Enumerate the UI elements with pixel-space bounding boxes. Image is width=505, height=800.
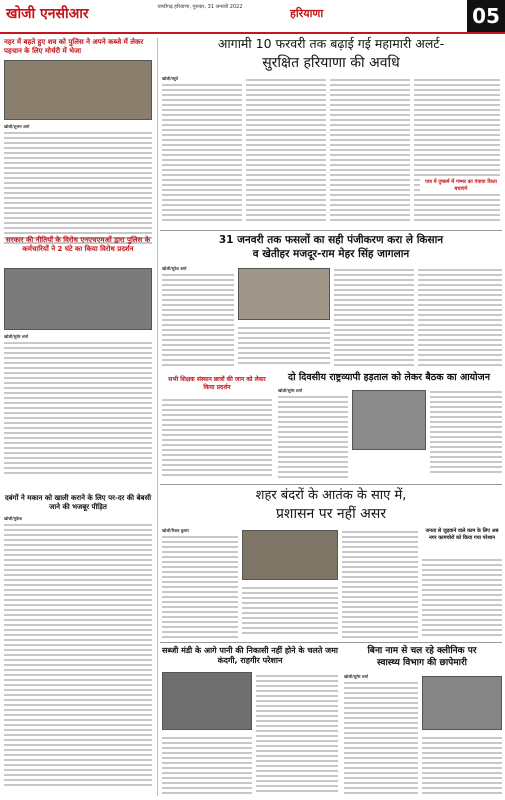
masthead: [0, 0, 505, 34]
story-a-byline: खोजी/सुरेश शर्मा: [162, 266, 187, 271]
story-f-byline: खोजी/सुमेर शर्मा: [344, 674, 369, 679]
newspaper-logo: खोजी एनसीआर: [6, 6, 89, 22]
story-c-body-col1: [278, 388, 348, 480]
lead-byline: खोजी/ब्यूरो: [162, 76, 179, 81]
story-d-headline-line2: प्रशासन पर नहीं असर: [275, 506, 387, 522]
story-c-body-col3: [430, 388, 502, 480]
story-f-headline-line2: स्वास्थ्य विभाग की छापेमारी: [376, 658, 468, 668]
right-box2-body: [422, 556, 502, 640]
story-a-photo: [238, 268, 330, 320]
story-c-photo: [352, 390, 426, 450]
story2-headline: सरकार की नीतियों के विरोध एनएचएमओं द्वारा पुलिस के कर्मचारियों ने 2 घंटे का किया विरोध प्रदर्शन: [5, 236, 151, 253]
story-c-byline: खोजी/सुमेर शर्मा: [278, 388, 303, 393]
story-a-body-col4: [418, 266, 502, 370]
dateline: चण्डीगढ़ हरियाणा, गुरुवार, 31 जनवरी 2022: [157, 4, 243, 10]
right-box-headline: पात्र में दुष्कर्म में गम्भर का गंवाया रिश्ता बचाएंगे: [420, 178, 502, 194]
story-d-body-col1: [162, 528, 238, 640]
column-divider: [157, 38, 158, 796]
story1-photo: [4, 60, 152, 120]
story1-byline: खोजी/शुभम शर्मा: [4, 124, 30, 129]
story1-headline: नहर में बहते हुए शव को पुलिस ने अपने कब्जे में लेकर पहचान के लिए मोर्चरी में भेजा: [4, 38, 144, 55]
story2-byline: खोजी/सुमेर शर्मा: [4, 334, 29, 339]
left-column: [4, 36, 154, 796]
story-f-headline-line1: बिना नाम से चल रहे क्लीनिक पर: [367, 646, 477, 656]
section-divider-2: [160, 484, 502, 485]
story-f-photo: [422, 676, 502, 730]
story2-body: [4, 334, 152, 477]
story-d-photo: [242, 530, 338, 580]
story-d-headline-line1: शहर बंदरों के आतंक के साए में,: [255, 488, 407, 503]
story-d-body-col3: [342, 528, 418, 640]
page-number: 05: [467, 0, 505, 32]
story-e-body-col1: [162, 734, 252, 796]
section-divider-3: [160, 642, 502, 643]
story-a-body-col3: [334, 266, 414, 370]
story-f-body-col1: [344, 674, 418, 796]
story1-body: [4, 124, 152, 247]
lead-headline-line2: सुरक्षित हरियाणा की अवधि: [262, 55, 400, 71]
story-a-headline-line2: व खेतीहर मजदूर-राम मेहर सिंह जागलान: [252, 248, 410, 260]
lead-body-col4: [414, 76, 500, 226]
lead-body-col1: [162, 76, 242, 226]
section-divider: [160, 230, 502, 231]
story3-headline: दबंगों ने मकान को खाली कराने के लिए पर-दर की बेबसी जाने की भजबूर पीड़ित: [4, 494, 152, 511]
lead-body-col3: [330, 76, 410, 226]
story-a-body-col1: [162, 266, 234, 370]
story-f-body-col2: [422, 734, 502, 796]
lead-body-col2: [246, 76, 326, 226]
story-b-body: [162, 396, 272, 480]
story-d-caption: [242, 584, 338, 640]
story-a-caption: [238, 324, 330, 370]
story2-photo: [4, 268, 152, 330]
lead-headline-line1: आगामी 10 फरवरी तक बढ़ाई गई महामारी अलर्ट-: [217, 36, 445, 51]
story-a-headline-line1: 31 जनवरी तक फसलों का सही पंजीकरण करा ले किसान: [218, 234, 444, 246]
section-title: हरियाणा: [290, 7, 324, 20]
story-c-headline: दो दिवसीय राष्ट्रव्यापी हड़ताल को लेकर बैठक का आयोजन: [288, 372, 490, 383]
story3-body: [4, 516, 152, 789]
story-e-body-col2: [256, 672, 338, 796]
story-d-byline: खोजी/रिशव कुमार: [162, 528, 189, 533]
story-e-photo: [162, 672, 252, 730]
story-e-headline: सब्जी मंडी के आगे पानी की निकासी नहीं होने के चलते जमा कंदगी, राहगीर परेशान: [162, 646, 338, 665]
story-b-headline: सभी शिक्षक संस्थान छात्रों की जान को लेकर किया प्रदर्शन: [168, 376, 266, 391]
story3-byline: खोजी/मुकेश: [4, 516, 22, 521]
right-box2-headline: जनता से जुड़वाने वाले काम के लिए अब नगर कामचोरों को किया गया परेशान: [425, 528, 499, 541]
